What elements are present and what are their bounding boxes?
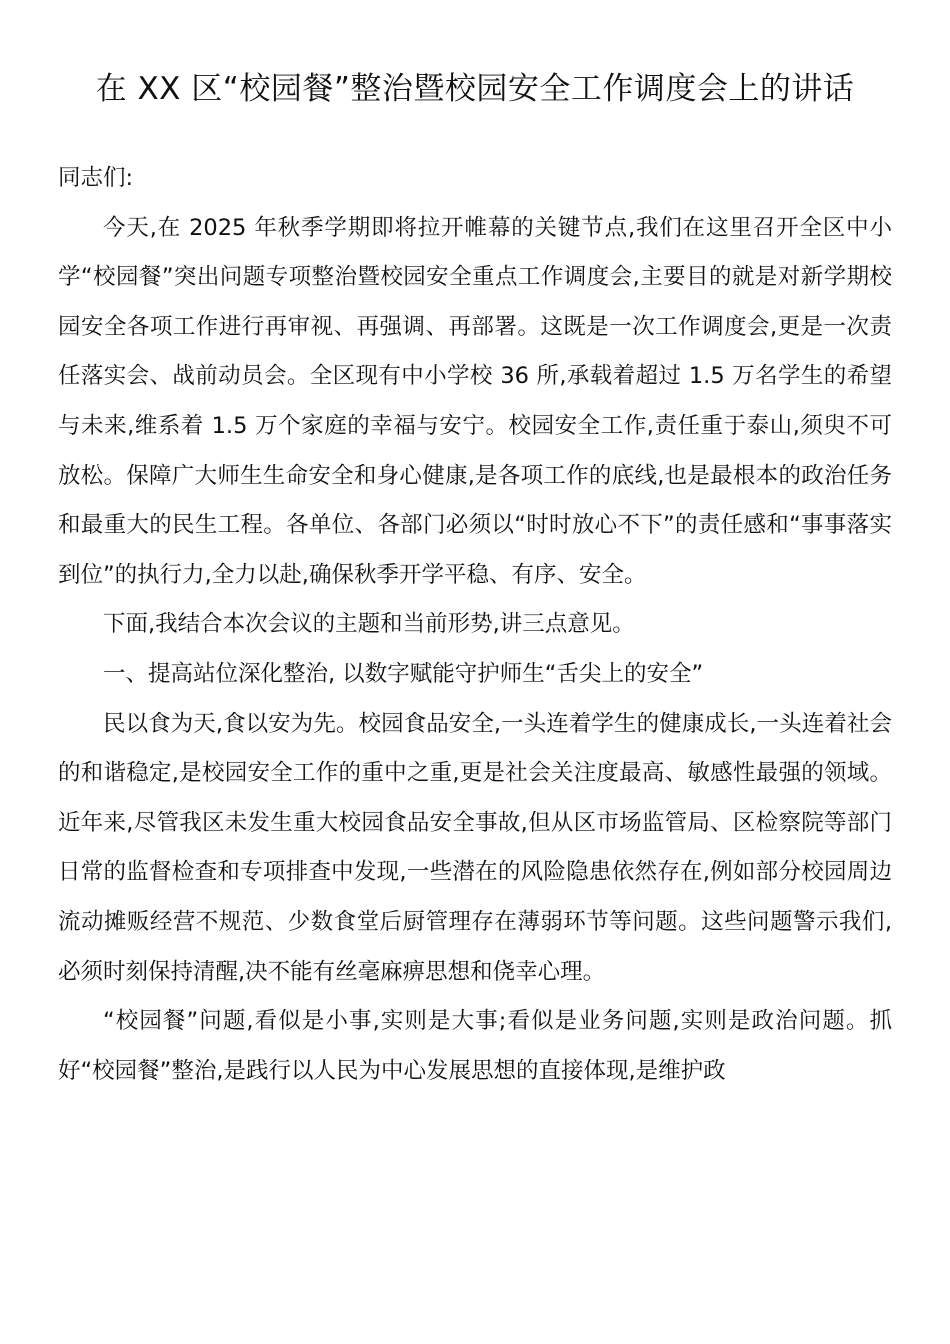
paragraph-intro: 今天,在 2025 年秋季学期即将拉开帷幕的关键节点,我们在这里召开全区中小学“校园餐”突出问题专项整治暨校园安全重点工作调度会,主要目的就是对新学期校园安全各项工作进行再审视、再强调、再部署。这既是一次工作调度会,更是一次责任落实会、战前动员会。全区现有中小学校 36 所,承载着超过 1.5 万名学生的希望与未来,维系着 1.5 万个家庭的幸福与安宁。校园安全工作,责任重于泰山,须臾不可放松。保障广大师生生命安全和身心健康,是各项工作的底线,也是最根本的政治任务和最重大的民生工程。各单位、各部门必须以“时时放心不下”的责任感和“事事落实到位”的执行力,全力以赴,确保秋季开学平稳、有序、安全。 <box>58 214 892 588</box>
document-page <box>58 62 892 1096</box>
document-title: 在 XX 区“校园餐”整治暨校园安全工作调度会上的讲话 <box>95 71 855 107</box>
document-body <box>58 154 892 1096</box>
salutation: 同志们: <box>58 165 134 191</box>
paragraph-food-safety: 民以食为天,食以安为先。校园食品安全,一头连着学生的健康成长,一头连着社会的和谐稳定,是校园安全工作的重中之重,更是社会关注度最高、敏感性最强的领域。近年来,尽管我区未发生重大校园食品安全事故,但从区市场监管局、区检察院等部门日常的监督检查和专项排查中发现,一些潜在的风险隐患依然存在,例如部分校园周边流动摊贩经营不规范、少数食堂后厨管理存在薄弱环节等问题。这些问题警示我们,必须时刻保持清醒,决不能有丝毫麻痹思想和侥幸心理。 <box>58 710 892 985</box>
paragraph-school-meals: “校园餐”问题,看似是小事,实则是大事;看似是业务问题,实则是政治问题。抓好“校园餐”整治,是践行以人民为中心发展思想的直接体现,是维护政 <box>58 1008 892 1084</box>
paragraph-outline: 下面,我结合本次会议的主题和当前形势,讲三点意见。 <box>103 611 635 638</box>
section-heading-1: 一、提高站位深化整治, 以数字赋能守护师生“舌尖上的安全” <box>103 660 704 687</box>
